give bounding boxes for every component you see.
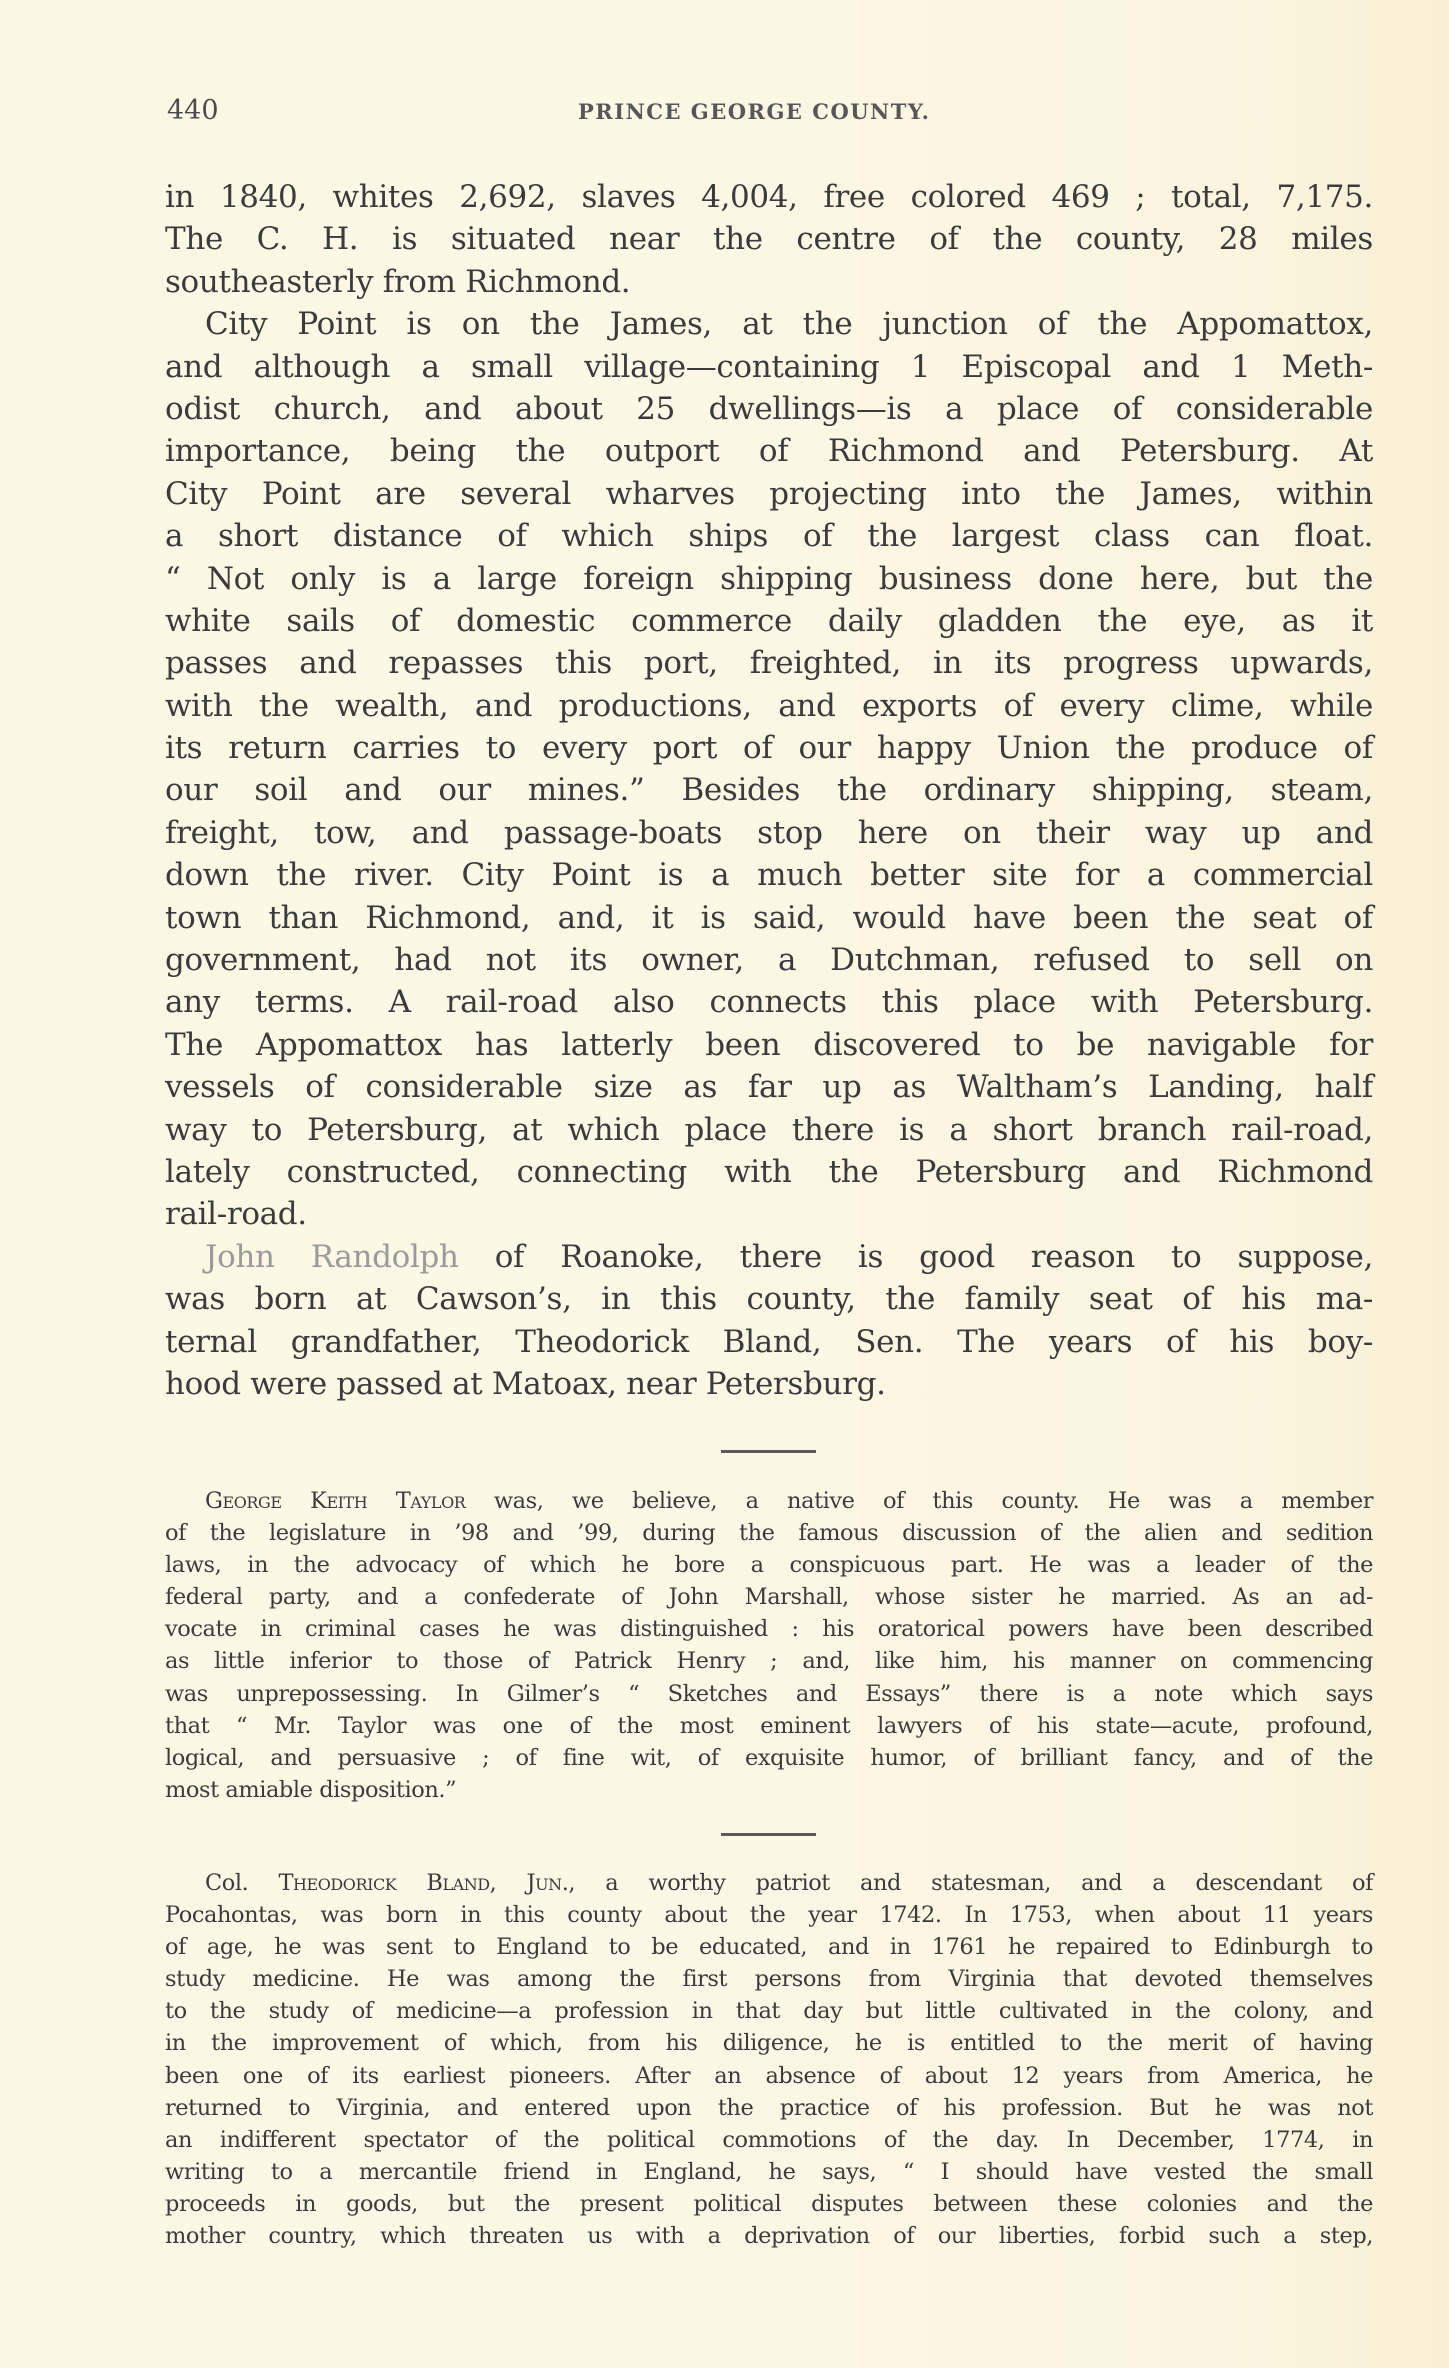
footnote-line: in the improvement of which, from his diligence, he is entitled to the merit of having [165, 2030, 1373, 2057]
text-line: down the river. City Point is a much better site for a commercial [165, 857, 1373, 894]
footnote-line: mother country, which threaten us with a deprivation of our liberties, forbid such a step, [165, 2223, 1373, 2250]
footnote-separator [721, 1833, 816, 1836]
text-fragment: a worthy patriot and statesman, and a descendant of [605, 1870, 1373, 1896]
text-line: was born at Cawson’s, in this county, the family seat of his ma- [165, 1281, 1373, 1318]
footnote-line: of age, he was sent to England to be educated, and in 1761 he repaired to Edinburgh to [165, 1934, 1373, 1961]
text-fragment: of Roanoke, there is good reason to suppose, [494, 1238, 1373, 1275]
text-line: odist church, and about 25 dwellings—is a place of considerable [165, 390, 1373, 427]
text-line: “ Not only is a large foreign shipping business done here, but the [165, 560, 1373, 597]
footnote-line: Pocahontas, was born in this county about the year 1742. In 1753, when about 11 years [165, 1902, 1373, 1929]
footnote-line: vocate in criminal cases he was distinguished : his oratorical powers have been described [165, 1616, 1373, 1643]
main-text [165, 176, 1373, 1405]
text-line: a short distance of which ships of the largest class can float. [165, 518, 1373, 555]
text-line: southeasterly from Richmond. [165, 263, 631, 300]
footnote-line: study medicine. He was among the first persons from Virginia that devoted themselves [165, 1966, 1373, 1993]
randolph-first-line [165, 1236, 1373, 1278]
text-line: in 1840, whites 2,692, slaves 4,004, free colored 469 ; total, 7,175. [165, 179, 1373, 215]
text-line: government, had not its owner, a Dutchman, refused to sell on [165, 942, 1373, 979]
footnote-line: laws, in the advocacy of which he bore a conspicuous part. He was a leader of the [165, 1552, 1373, 1579]
footnote-first-line [165, 1485, 1373, 1517]
footnote-first-line [165, 1867, 1373, 1899]
footnote-line: to the study of medicine—a profession in that day but little cultivated in the colony, and [165, 1998, 1373, 2025]
page-number: 440 [167, 95, 219, 126]
footnote-line: federal party, and a confederate of John Marshall, whose sister he married. As an ad- [165, 1584, 1373, 1611]
text-line: any terms. A rail-road also connects this place with Petersburg. [165, 984, 1373, 1021]
text-line: way to Petersburg, at which place there is a short branch rail-road, [165, 1111, 1373, 1148]
text-line: City Point are several wharves projecting into the James, within [165, 475, 1373, 512]
text-line: importance, being the outport of Richmond and Petersburg. At [165, 433, 1373, 470]
text-fragment: Col. [205, 1870, 249, 1896]
footnote-line: most amiable disposition.” [165, 1776, 457, 1803]
footnote-line: of the legislature in ’98 and ’99, during the famous discussion of the alien and sedition [165, 1520, 1373, 1547]
text-line: and although a small village—containing 1 Episcopal and 1 Meth- [165, 348, 1373, 385]
running-head [167, 96, 1373, 126]
footnote-subject-name: Theodorick Bland, Jun., [278, 1870, 576, 1896]
footnote-subject-name: George Keith Taylor [205, 1488, 466, 1514]
text-fragment: was, we believe, a native of this county. He was a member [493, 1488, 1374, 1514]
text-line: City Point is on the James, at the junction of the Appomattox, [205, 306, 1373, 343]
text-line: passes and repasses this port, freighted, in its progress upwards, [165, 645, 1373, 682]
footnote-bland [165, 1867, 1373, 2252]
text-line: rail-road. [165, 1196, 307, 1233]
footnote-line: been one of its earliest pioneers. After an absence of about 12 years from America, he [165, 2062, 1373, 2089]
footnote-line: logical, and persuasive ; of fine wit, of exquisite humor, of brilliant fancy, and of the [165, 1744, 1373, 1771]
text-line: town than Richmond, and, it is said, would have been the seat of [165, 899, 1373, 936]
footnote-line: that “ Mr. Taylor was one of the most eminent lawyers of his state—acute, profound, [165, 1712, 1373, 1739]
text-line: our soil and our mines.” Besides the ordinary shipping, steam, [165, 772, 1373, 809]
footnote-line: proceeds in goods, but the present political disputes between these colonies and the [165, 2190, 1373, 2217]
text-line: The C. H. is situated near the centre of the county, 28 miles [165, 221, 1373, 258]
running-title: PRINCE GEORGE COUNTY. [578, 99, 931, 124]
text-line: vessels of considerable size as far up as Waltham’s Landing, half [165, 1069, 1373, 1106]
text-line: lately constructed, connecting with the Petersburg and Richmond [165, 1153, 1373, 1190]
footnote-line: an indifferent spectator of the political commotions of the day. In December, 1774, in [165, 2126, 1373, 2153]
text-line: freight, tow, and passage-boats stop here on their way up and [165, 814, 1373, 851]
text-line: with the wealth, and productions, and exports of every clime, while [165, 687, 1373, 724]
footnote-line: was unprepossessing. In Gilmer’s “ Sketches and Essays” there is a note which says [165, 1680, 1373, 1707]
text-line: hood were passed at Matoax, near Petersburg. [165, 1365, 886, 1402]
footnote-line: writing to a mercantile friend in England, he says, “ I should have vested the small [165, 2158, 1373, 2185]
footnote-separator [721, 1450, 816, 1453]
text-line: ternal grandfather, Theodorick Bland, Sen. The years of his boy- [165, 1323, 1373, 1360]
footnote-line: as little inferior to those of Patrick Henry ; and, like him, his manner on commencing [165, 1648, 1373, 1675]
footnote-taylor [165, 1485, 1373, 1806]
text-line: white sails of domestic commerce daily gladden the eye, as it [165, 602, 1373, 639]
footnote-line: returned to Virginia, and entered upon the practice of his profession. But he was not [165, 2094, 1373, 2121]
text-line: its return carries to every port of our happy Union the produce of [165, 730, 1373, 767]
text-line: The Appomattox has latterly been discovered to be navigable for [165, 1026, 1373, 1063]
faded-name: John Randolph [205, 1238, 459, 1275]
